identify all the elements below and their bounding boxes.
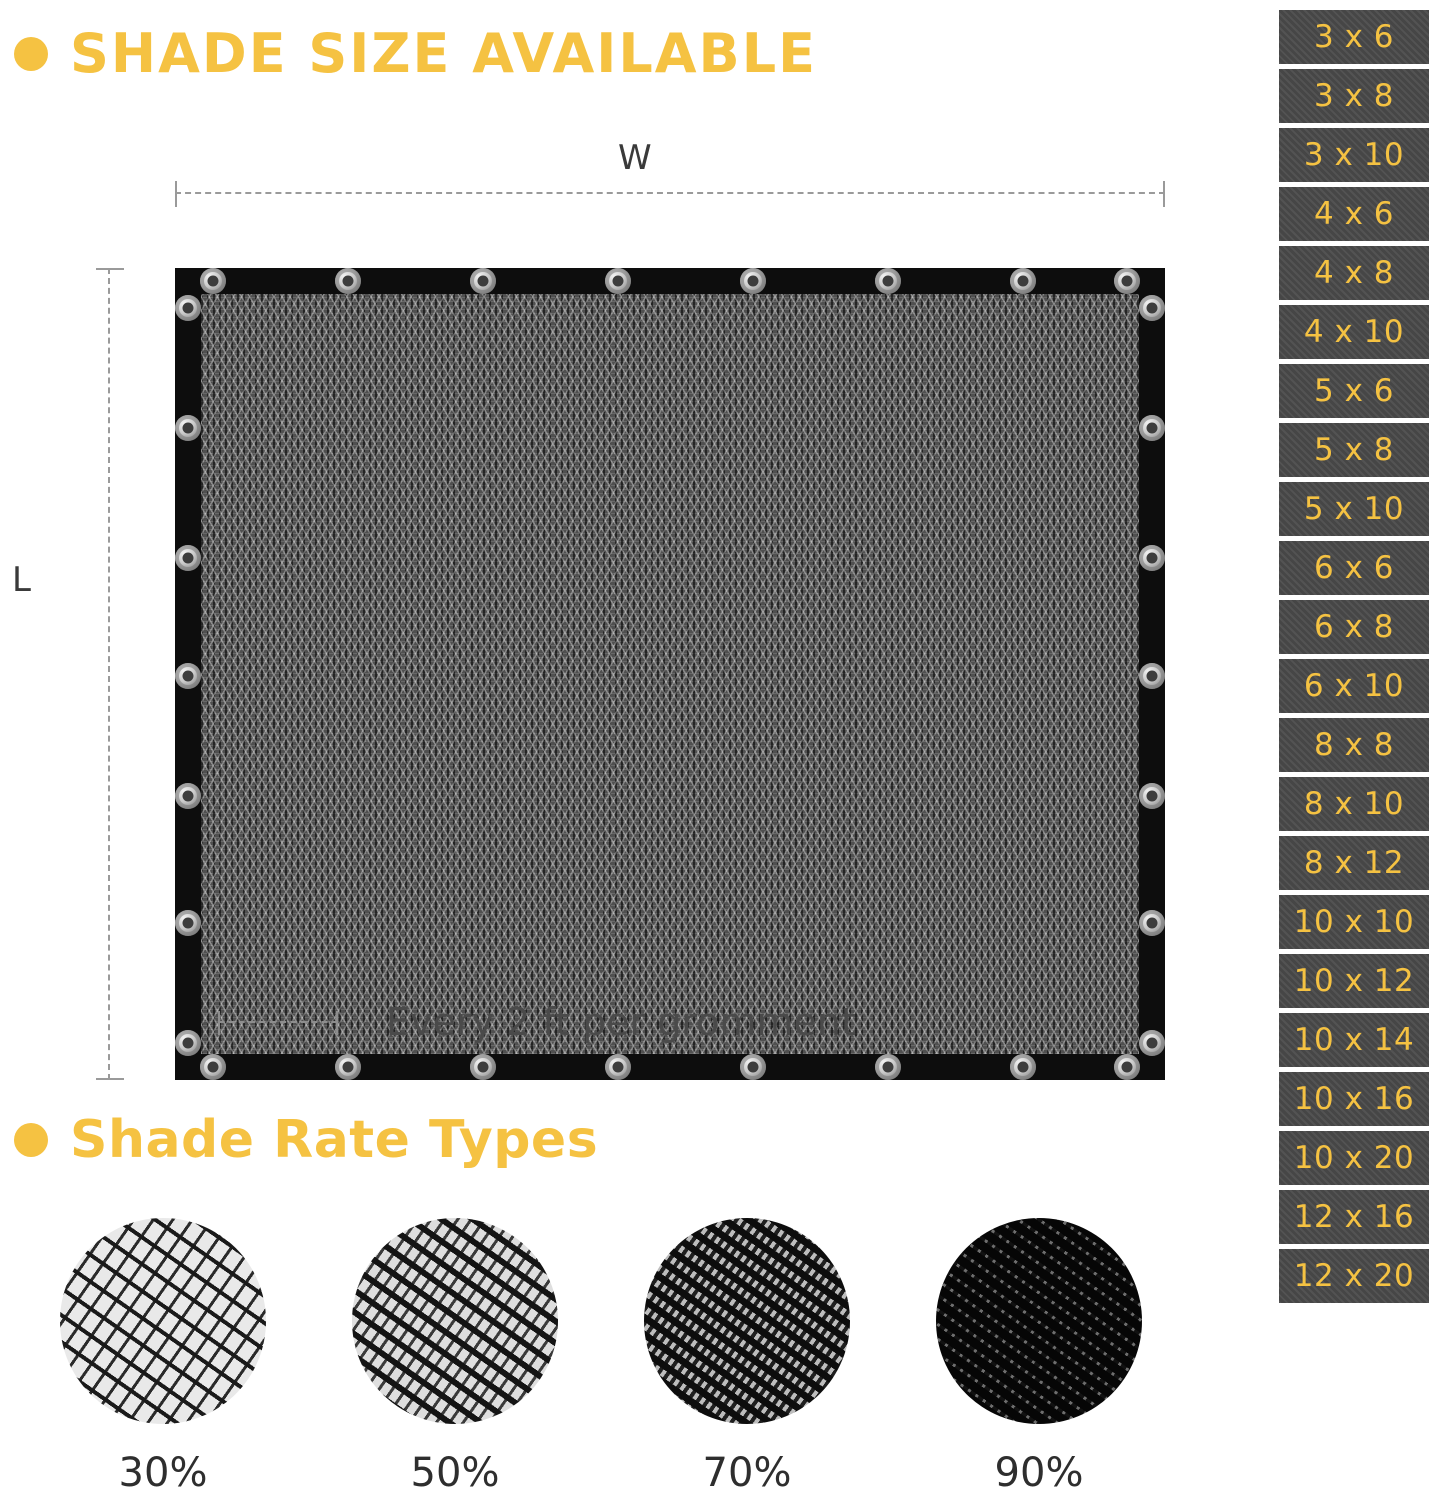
- heading-shade-rate-label: Shade Rate Types: [70, 1110, 599, 1170]
- shade-rate-item: [936, 1218, 1142, 1496]
- shade-rate-label: 70%: [702, 1450, 792, 1496]
- mesh-90-icon: [936, 1218, 1142, 1424]
- size-option[interactable]: 12 x 16: [1279, 1190, 1429, 1244]
- size-option[interactable]: 4 x 6: [1279, 187, 1429, 241]
- size-option[interactable]: 3 x 6: [1279, 10, 1429, 64]
- grommet: [200, 268, 226, 294]
- mesh-30-icon: [60, 1218, 266, 1424]
- grommet: [175, 910, 201, 936]
- size-option[interactable]: 5 x 8: [1279, 423, 1429, 477]
- grommet: [875, 268, 901, 294]
- size-option[interactable]: 4 x 10: [1279, 305, 1429, 359]
- mesh-70-icon: [644, 1218, 850, 1424]
- grommet-spacing-dimension-line: [218, 1021, 338, 1024]
- shade-rate-item: [352, 1218, 558, 1496]
- size-option[interactable]: 10 x 20: [1279, 1131, 1429, 1185]
- bullet-dot-icon: [14, 37, 48, 71]
- grommet: [605, 268, 631, 294]
- size-option[interactable]: 6 x 6: [1279, 541, 1429, 595]
- size-option[interactable]: 8 x 8: [1279, 718, 1429, 772]
- grommet: [740, 268, 766, 294]
- size-option[interactable]: 3 x 8: [1279, 69, 1429, 123]
- size-option[interactable]: 3 x 10: [1279, 128, 1429, 182]
- grommet-spacing-note: [218, 1000, 856, 1044]
- grommet-spacing-label: Every 2 ft per gromment: [386, 1000, 856, 1044]
- heading-shade-rate-types: [14, 1110, 598, 1170]
- size-option[interactable]: 5 x 6: [1279, 364, 1429, 418]
- size-option[interactable]: 10 x 10: [1279, 895, 1429, 949]
- shade-rate-item: [644, 1218, 850, 1496]
- grommet: [1139, 1030, 1165, 1056]
- length-dimension-label: L: [12, 560, 31, 600]
- heading-shade-size-available: [14, 22, 817, 85]
- size-option[interactable]: 8 x 12: [1279, 836, 1429, 890]
- grommet: [1010, 1054, 1036, 1080]
- grommet: [175, 783, 201, 809]
- length-dimension-line: [108, 268, 111, 1080]
- grommet: [470, 268, 496, 294]
- size-option-list: [1279, 10, 1429, 1303]
- grommet: [335, 268, 361, 294]
- mesh-50-icon: [352, 1218, 558, 1424]
- grommet: [1139, 783, 1165, 809]
- size-option[interactable]: 10 x 12: [1279, 954, 1429, 1008]
- shade-rate-label: 50%: [410, 1450, 500, 1496]
- size-option[interactable]: 10 x 14: [1279, 1013, 1429, 1067]
- grommet: [175, 415, 201, 441]
- grommet: [1139, 545, 1165, 571]
- grommet: [175, 663, 201, 689]
- heading-shade-size-label: SHADE SIZE AVAILABLE: [70, 22, 818, 85]
- grommet: [175, 295, 201, 321]
- shade-rate-item: [60, 1218, 266, 1496]
- grommet: [1139, 663, 1165, 689]
- size-option[interactable]: 4 x 8: [1279, 246, 1429, 300]
- size-option[interactable]: 6 x 8: [1279, 600, 1429, 654]
- grommet: [1010, 268, 1036, 294]
- size-option[interactable]: 10 x 16: [1279, 1072, 1429, 1126]
- width-dimension-line: [175, 192, 1165, 195]
- grommet: [335, 1054, 361, 1080]
- shade-cloth-rectangle: [175, 268, 1165, 1080]
- bullet-dot-icon: [14, 1123, 48, 1157]
- size-option[interactable]: 12 x 20: [1279, 1249, 1429, 1303]
- width-dimension-label: W: [618, 138, 652, 178]
- size-option[interactable]: 8 x 10: [1279, 777, 1429, 831]
- grommet: [1139, 910, 1165, 936]
- grommet: [1114, 268, 1140, 294]
- grommet: [175, 1030, 201, 1056]
- shade-rate-label: 30%: [118, 1450, 208, 1496]
- shade-rate-list: [60, 1218, 1240, 1496]
- grommet: [1139, 415, 1165, 441]
- grommet: [1114, 1054, 1140, 1080]
- shade-cloth-diagram: [0, 120, 1240, 1100]
- grommet: [470, 1054, 496, 1080]
- mesh-fabric-texture: [201, 294, 1139, 1054]
- size-option[interactable]: 5 x 10: [1279, 482, 1429, 536]
- grommet: [175, 545, 201, 571]
- grommet: [1139, 295, 1165, 321]
- grommet: [605, 1054, 631, 1080]
- grommet: [200, 1054, 226, 1080]
- grommet: [740, 1054, 766, 1080]
- grommet: [875, 1054, 901, 1080]
- shade-rate-label: 90%: [994, 1450, 1084, 1496]
- size-option[interactable]: 6 x 10: [1279, 659, 1429, 713]
